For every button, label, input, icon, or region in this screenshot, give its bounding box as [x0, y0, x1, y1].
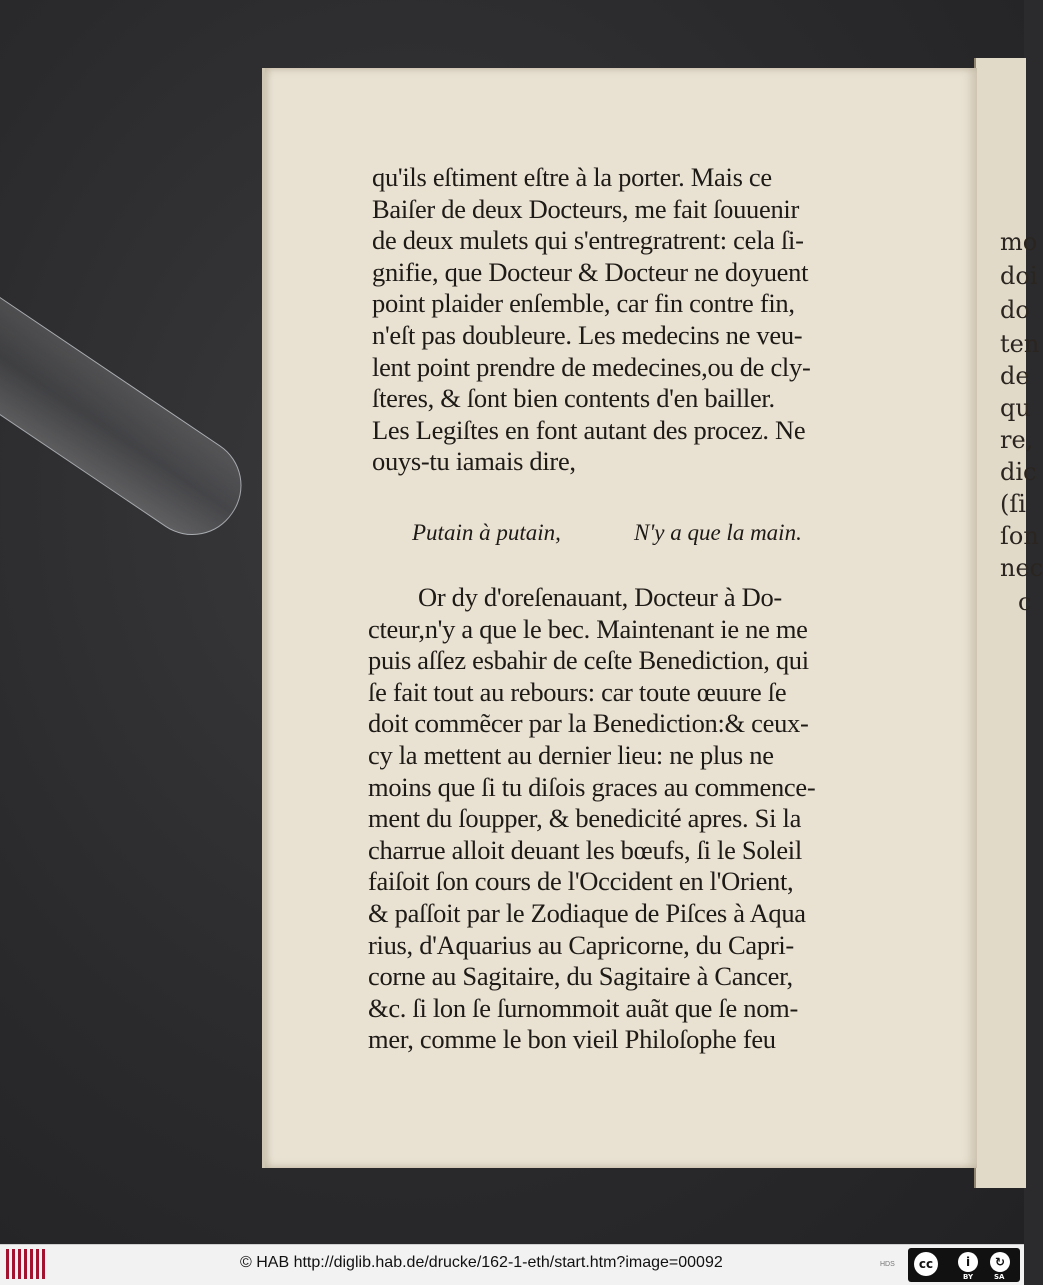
text-block-bottom: [356, 582, 896, 1056]
text-line: rius, d'Aquarius au Capricorne, du Capri-: [368, 929, 794, 960]
text-line: faiſoit ſon cours de l'Occident en l'Orient,: [368, 866, 794, 897]
hab-logo-icon: [6, 1249, 46, 1279]
text-line: mer, comme le bon vieil Philoſophe feu: [368, 1024, 776, 1055]
proverb-right: N'y a que la main.: [634, 520, 802, 545]
next-page-fragment: doi: [1000, 262, 1038, 290]
text-line: gnifie, que Docteur & Docteur ne doyuent: [372, 256, 809, 287]
next-page-fragment: dic: [1000, 458, 1037, 486]
footer-bar: [0, 1244, 1024, 1285]
sa-icon: ↻: [990, 1252, 1010, 1272]
text-line: &c. ſi lon ſe ſurnommoit auãt que ſe nom-: [368, 992, 799, 1023]
text-line: n'eſt pas doubleure. Les medecins ne veu-: [372, 319, 803, 350]
text-line: point plaider enſemble, car fin contre fin,: [372, 288, 795, 319]
cc-license-badge[interactable]: [908, 1248, 1020, 1282]
text-line: cy la mettent au dernier lieu: ne plus ne: [368, 739, 774, 770]
text-line: & paſſoit par le Zodiaque de Piſces à Aqua: [368, 897, 806, 928]
text-line: de deux mulets qui s'entregratrent: cela ſi-: [372, 225, 804, 256]
copyright-url[interactable]: © HAB http://diglib.hab.de/drucke/162-1-eth/start.htm?image=00092: [240, 1254, 723, 1271]
next-page-fragment: mo: [1000, 228, 1038, 256]
next-page-fragment: ſon: [1000, 522, 1039, 550]
sa-label: SA: [994, 1273, 1005, 1281]
cc-icon: cc: [914, 1252, 938, 1276]
proverb-left: Putain à putain,: [412, 520, 561, 545]
text-line: corne au Sagitaire, du Sagitaire à Cancer,: [368, 961, 793, 992]
text-line: cteur,n'y a que le bec. Maintenant ie ne me: [368, 613, 808, 644]
text-line: doit commẽcer par la Benediction:& ceux-: [368, 708, 809, 739]
text-line: moins que ſi tu diſois graces au commence-: [368, 771, 816, 802]
text-line: lent point prendre de medecines,ou de cly-: [372, 351, 811, 382]
next-page-fragment: de: [1000, 362, 1030, 390]
text-block-top: [372, 162, 892, 478]
text-line: Les Legiſtes en font autant des procez. Ne: [372, 414, 806, 445]
text-line: ouys-tu iamais dire,: [372, 446, 576, 477]
next-page-edge: [974, 58, 1043, 1188]
proverb-line: [412, 520, 872, 556]
text-line: qu'ils eſtiment eſtre à la porter. Mais ce: [372, 162, 772, 192]
next-page-fragment: (ſi: [1000, 490, 1026, 518]
next-page-fragment: do: [1000, 296, 1030, 324]
small-mark: HDS: [880, 1261, 895, 1268]
text-line: ſteres, & ſont bien contents d'en bailler.: [372, 383, 775, 414]
next-page-fragment: nec: [1000, 554, 1043, 582]
by-icon: i: [958, 1252, 978, 1272]
text-line: ſe fait tout au rebours: car toute œuure ſe: [368, 676, 787, 707]
by-label: BY: [963, 1273, 974, 1281]
next-page-fragment: ten: [1000, 330, 1040, 358]
text-line: charrue alloit deuant les bœufs, ſi le Soleil: [368, 834, 802, 865]
text-line: Baiſer de deux Docteurs, me fait ſouuenir: [372, 193, 800, 224]
next-page-fragment: re,: [1000, 426, 1034, 454]
next-page-fragment: c: [1018, 588, 1032, 616]
text-line: Or dy d'oreſenauant, Docteur à Do-: [418, 582, 782, 612]
text-line: puis aſſez esbahir de ceſte Benediction, qui: [368, 645, 809, 676]
text-line: ment du ſoupper, & benedicité apres. Si la: [368, 803, 802, 834]
next-page-fragment: qu: [1000, 394, 1031, 422]
